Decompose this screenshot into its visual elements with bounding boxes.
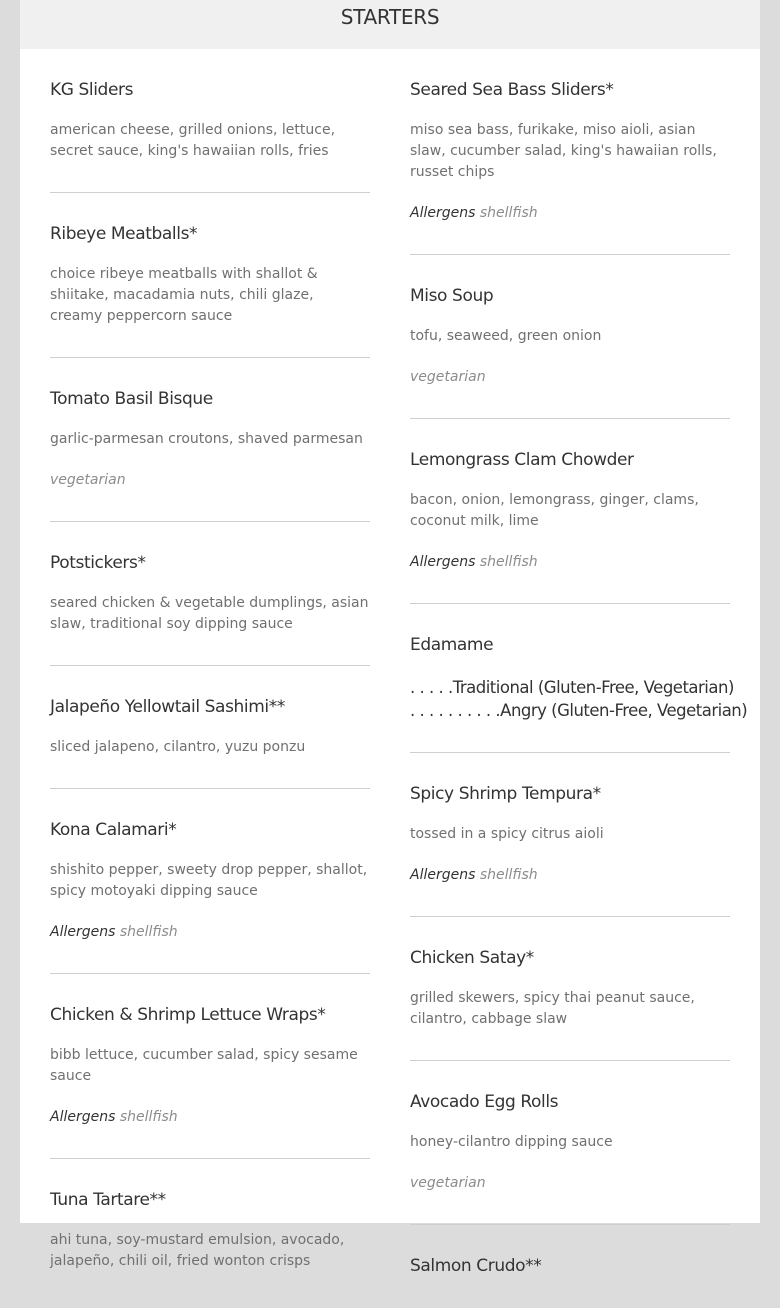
menu-item — [50, 974, 370, 1159]
menu-item — [410, 49, 730, 255]
menu-item-description: garlic-parmesan croutons, shaved parmesan — [50, 431, 363, 447]
allergen-value: shellfish — [119, 924, 178, 940]
dietary-note: vegetarian — [410, 1175, 486, 1191]
menu-item-description: miso sea bass, furikake, miso aioli, asian slaw, cucumber salad, king's hawaiian rolls, russet chips — [410, 122, 717, 180]
menu-item-description: american cheese, grilled onions, lettuce, secret sauce, king's hawaiian rolls, fries — [50, 122, 336, 159]
menu-item-name: Salmon Crudo** — [410, 1256, 542, 1276]
menu-item-name: Spicy Shrimp Tempura* — [410, 784, 601, 804]
menu-column-right — [410, 49, 748, 1308]
allergen-value: shellfish — [479, 867, 538, 883]
menu-item — [50, 522, 370, 666]
allergen-value: shellfish — [479, 554, 538, 570]
menu-item — [410, 419, 730, 604]
menu-item-name: Avocado Egg Rolls — [410, 1092, 559, 1112]
menu-item — [50, 1159, 370, 1302]
menu-column-left — [50, 49, 370, 1302]
menu-item — [50, 666, 370, 789]
menu-item-description: shishito pepper, sweety drop pepper, shallot, spicy motoyaki dipping sauce — [50, 862, 368, 899]
menu-item — [410, 917, 730, 1061]
menu-item-option: . . . . . . . . . .Angry (Gluten-Free, Vegetarian) — [410, 701, 748, 720]
menu-item-name: Tuna Tartare** — [50, 1190, 166, 1210]
menu-item-description: bibb lettuce, cucumber salad, spicy sesame sauce — [50, 1047, 358, 1084]
menu-item-name: Edamame — [410, 635, 494, 655]
dietary-note: vegetarian — [50, 472, 126, 488]
menu-item — [410, 604, 748, 753]
allergens-label: Allergens — [50, 924, 116, 940]
menu-item — [410, 1061, 730, 1225]
section-header — [20, 0, 760, 49]
menu-item-description: choice ribeye meatballs with shallot & shiitake, macadamia nuts, chili glaze, creamy peppercorn sauce — [50, 266, 318, 324]
menu-item-name: Kona Calamari* — [50, 820, 177, 840]
allergens-label: Allergens — [410, 554, 476, 570]
allergen-note — [50, 1107, 370, 1128]
menu-item — [410, 753, 730, 917]
menu-item — [50, 358, 370, 522]
menu-item-name: Seared Sea Bass Sliders* — [410, 80, 614, 100]
menu-item-name: Lemongrass Clam Chowder — [410, 450, 634, 470]
dietary-note: vegetarian — [410, 369, 486, 385]
menu-item-name: Tomato Basil Bisque — [50, 389, 213, 409]
menu-item-description: seared chicken & vegetable dumplings, asian slaw, traditional soy dipping sauce — [50, 595, 369, 632]
menu-item-name: Chicken & Shrimp Lettuce Wraps* — [50, 1005, 326, 1025]
allergens-label: Allergens — [50, 1109, 116, 1125]
menu-item-option: . . . . .Traditional (Gluten-Free, Vegetarian) — [410, 678, 734, 697]
menu-item — [410, 255, 730, 419]
menu-item — [410, 1225, 730, 1308]
menu-page — [20, 0, 760, 1276]
menu-item-name: Chicken Satay* — [410, 948, 534, 968]
menu-item — [50, 49, 370, 193]
menu-item-description: bacon, onion, lemongrass, ginger, clams, coconut milk, lime — [410, 492, 699, 529]
menu-item-description: sliced jalapeno, cilantro, yuzu ponzu — [50, 739, 306, 755]
menu-item-description: tofu, seaweed, green onion — [410, 328, 602, 344]
allergens-label: Allergens — [410, 867, 476, 883]
menu-item-name: KG Sliders — [50, 80, 134, 100]
menu-item-description: grilled skewers, spicy thai peanut sauce, cilantro, cabbage slaw — [410, 990, 695, 1027]
allergen-value: shellfish — [119, 1109, 178, 1125]
menu-item-description: ahi tuna, soy-mustard emulsion, avocado, jalapeño, chili oil, fried wonton crisps — [50, 1232, 345, 1269]
menu-item — [50, 789, 370, 974]
menu-item-description: honey-cilantro dipping sauce — [410, 1134, 613, 1150]
menu-item-description: tossed in a spicy citrus aioli — [410, 826, 604, 842]
menu-item-name: Ribeye Meatballs* — [50, 224, 198, 244]
allergen-note — [50, 922, 370, 943]
menu-item-name: Miso Soup — [410, 286, 494, 306]
menu-item — [50, 193, 370, 358]
menu-item-options — [410, 676, 748, 722]
allergen-note — [410, 203, 730, 224]
allergen-note — [410, 865, 730, 886]
menu-item-name: Potstickers* — [50, 553, 146, 573]
menu-item-name: Jalapeño Yellowtail Sashimi** — [50, 697, 285, 717]
allergen-value: shellfish — [479, 205, 538, 221]
allergens-label: Allergens — [410, 205, 476, 221]
section-title: STARTERS — [340, 4, 440, 29]
allergen-note — [410, 552, 730, 573]
